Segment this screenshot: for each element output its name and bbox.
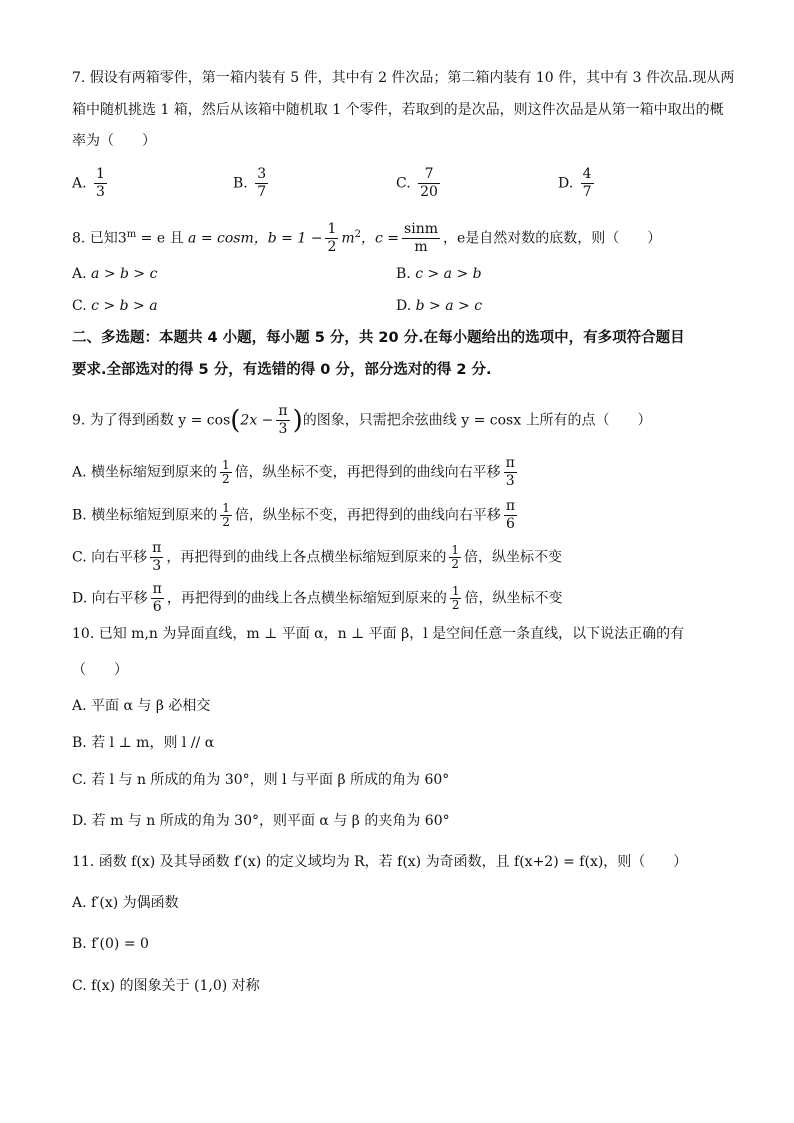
q9-option-b [72, 498, 520, 533]
denominator: 6 [504, 515, 517, 533]
denominator: 6 [151, 598, 164, 616]
numerator: π [505, 455, 515, 471]
numerator: 1 [327, 221, 337, 237]
option-text: 倍，纵坐标不变，再把得到的曲线向右平移 [234, 464, 501, 481]
q10-option-b: B. 若 l ⊥ m，则 l // α [72, 735, 215, 751]
option-text: 倍，纵坐标不变 [463, 549, 562, 566]
q11-stem: 11. 函数 f(x) 及其导函数 f′(x) 的定义域均为 R，若 f(x) 为奇函数，且 f(x+2) = f(x)，则（ ） [72, 854, 688, 870]
q7-option-d [558, 166, 597, 201]
option-label: A. [72, 175, 87, 192]
fraction-pi [504, 498, 517, 533]
option-label: A. [72, 266, 87, 282]
denominator: m [402, 238, 440, 256]
fraction-pi [504, 455, 517, 490]
q9-option-c [72, 540, 562, 575]
fraction [418, 166, 440, 201]
option-text: D. 向右平移 [72, 590, 148, 607]
q9-option-d [72, 581, 562, 616]
q8-exponent: 2 [354, 228, 362, 240]
option-text: ，再把得到的曲线上各点横坐标缩短到原来的 [166, 590, 447, 607]
q7-option-b [233, 166, 271, 201]
q8-option-b [396, 264, 482, 284]
denominator: 2 [327, 239, 337, 255]
option-text: B. 横坐标缩短到原来的 [72, 507, 218, 524]
option-text: 倍，纵坐标不变，再把得到的曲线向右平移 [234, 507, 501, 524]
section-2-heading-line-1: 二、多选题：本题共 4 小题，每小题 5 分，共 20 分.在每小题给出的选项中，有多项符合题目 [72, 330, 685, 346]
option-label: D. [396, 298, 412, 314]
numerator: 1 [451, 543, 459, 557]
option-text: b > a > c [415, 298, 483, 314]
q10-line-2: （ ） [72, 662, 128, 678]
q8-exponent: m [126, 228, 137, 240]
q7-option-a [72, 166, 110, 201]
q8-text: ，e是自然对数的底数，则（ ） [443, 230, 662, 247]
q8-option-c [72, 296, 158, 316]
q8-base: 3 [117, 230, 127, 247]
q8-var: m [341, 230, 355, 247]
denominator: 3 [276, 420, 289, 438]
q7-option-c [396, 166, 443, 201]
q10-line-1: 10. 已知 m,n 为异面直线，m ⊥ 平面 α，n ⊥ 平面 β，l 是空间任意一条直线，以下说法正确的有 [72, 626, 685, 642]
denominator: 20 [420, 184, 438, 200]
denominator: 7 [582, 184, 592, 200]
numerator: π [152, 540, 162, 556]
q8-text: = e 且 [136, 230, 189, 247]
fraction [94, 166, 107, 201]
denominator: 2 [451, 557, 459, 571]
q9-text: 9. 为了得到函数 y = cos [72, 412, 231, 429]
q8-expr: ，c = [361, 230, 400, 247]
q9-stem [72, 403, 652, 438]
option-label: B. [233, 175, 248, 192]
option-label: D. [558, 175, 574, 192]
denominator: 2 [451, 598, 460, 612]
fraction-half [450, 585, 462, 612]
numerator: 4 [582, 166, 592, 182]
q8-option-a [72, 264, 157, 284]
numerator: π [152, 581, 162, 597]
option-text: c > a > b [415, 266, 482, 282]
left-paren: ( [230, 405, 241, 436]
numerator: 3 [257, 166, 267, 182]
numerator: 1 [222, 501, 230, 515]
denominator: 3 [504, 472, 517, 490]
q11-option-a: A. f′(x) 为偶函数 [72, 895, 179, 911]
denominator: 3 [96, 184, 105, 200]
option-label: B. [396, 266, 411, 282]
q8-option-d [396, 296, 482, 316]
fraction-half [220, 502, 232, 529]
denominator: 3 [150, 557, 163, 575]
denominator: 7 [257, 184, 267, 200]
q8-text: 8. 已知 [72, 230, 118, 247]
option-text: a > b > c [91, 266, 158, 282]
q8-stem [72, 221, 661, 256]
q7-line-3: 率为（ ） [72, 133, 156, 149]
numerator: π [505, 498, 516, 514]
q10-option-d: D. 若 m 与 n 所成的角为 30°，则平面 α 与 β 的夹角为 60° [72, 813, 450, 829]
fraction-pi [151, 581, 164, 616]
right-paren: ) [292, 405, 303, 436]
denominator: 2 [222, 472, 230, 486]
option-text: ，再把得到的曲线上各点横坐标缩短到原来的 [166, 549, 447, 566]
q10-option-a: A. 平面 α 与 β 必相交 [72, 698, 211, 714]
numerator: 1 [451, 584, 460, 598]
option-text: A. 横坐标缩短到原来的 [72, 464, 218, 481]
fraction-pi [150, 540, 163, 575]
fraction-half [220, 459, 232, 486]
numerator: 1 [96, 166, 105, 182]
q9-text: 的图象，只需把余弦曲线 y = cosx 上所有的点（ ） [302, 412, 652, 429]
option-text: c > b > a [91, 298, 158, 314]
option-text: C. 向右平移 [72, 549, 148, 566]
q10-option-c: C. 若 l 与 n 所成的角为 30°，则 l 与平面 β 所成的角为 60° [72, 772, 450, 788]
fraction-half [325, 221, 338, 256]
fraction [255, 166, 268, 201]
q8-expr: a = cosm，b = 1 − [188, 230, 323, 247]
option-label: C. [396, 175, 411, 192]
option-label: C. [72, 298, 87, 314]
numerator: 7 [424, 166, 434, 182]
q7-line-2: 箱中随机挑选 1 箱，然后从该箱中随机取 1 个零件，若取到的是次品，则这件次品是从第一箱中取出的概 [72, 102, 724, 118]
q9-option-a [72, 455, 520, 490]
fraction-sin [402, 221, 440, 256]
q11-option-c: C. f(x) 的图象关于 (1,0) 对称 [72, 978, 260, 994]
fraction [581, 166, 594, 201]
fraction-half [449, 544, 461, 571]
q11-option-b: B. f′(0) = 0 [72, 936, 149, 952]
numerator: 1 [222, 458, 230, 472]
section-2-heading-line-2: 要求.全部选对的得 5 分，有选错的得 0 分，部分选对的得 2 分. [72, 362, 492, 378]
q9-expr: 2x − [240, 412, 274, 429]
fraction-pi-3 [276, 403, 289, 438]
numerator: sinm [404, 221, 439, 237]
q7-line-1: 7. 假设有两箱零件，第一箱内装有 5 件，其中有 2 件次品；第二箱内装有 10 件，其中有 3 件次品.现从两 [72, 70, 735, 86]
denominator: 2 [222, 515, 230, 529]
option-text: 倍，纵坐标不变 [464, 590, 563, 607]
numerator: π [278, 403, 288, 419]
